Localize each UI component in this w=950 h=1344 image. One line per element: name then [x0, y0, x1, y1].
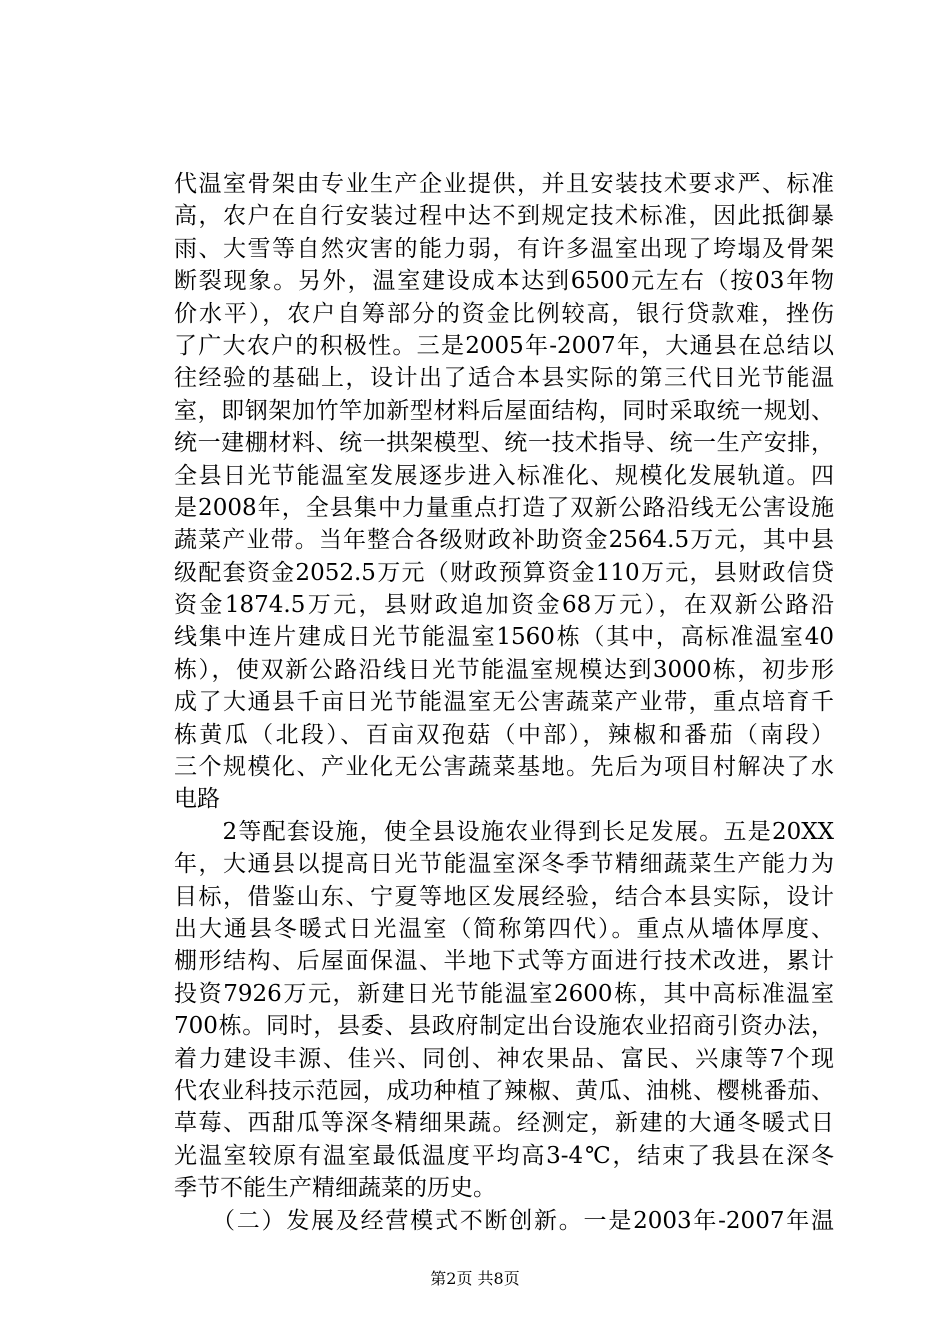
text-line: 季节不能生产精细蔬菜的历史。: [174, 1175, 496, 1202]
text-line: 700栋。同时，县委、县政府制定出台设施农业招商引资办法，: [174, 1013, 834, 1040]
text-line: 光温室较原有温室最低温度平均高3-4℃，结束了我县在深冬: [174, 1142, 834, 1169]
text-line: （二）发展及经营模式不断创新。一是2003年-2007年温: [174, 1207, 834, 1234]
text-line: 成了大通县千亩日光节能温室无公害蔬菜产业带，重点培育千: [174, 689, 834, 716]
text-line: 线集中连片建成日光节能温室1560栋（其中，高标准温室40: [174, 624, 834, 651]
text-line: 了广大农户的积极性。三是2005年-2007年，大通县在总结以: [174, 332, 834, 359]
text-line: 统一建棚材料、统一拱架模型、统一技术指导、统一生产安排，: [174, 430, 834, 457]
text-line: 出大通县冬暖式日光温室（简称第四代）。重点从墙体厚度、: [174, 915, 834, 942]
text-line: 资金1874.5万元，县财政追加资金68万元），在双新公路沿: [174, 592, 834, 619]
page-footer: 第2页 共8页: [430, 1269, 520, 1288]
text-line: 是2008年，全县集中力量重点打造了双新公路沿线无公害设施: [174, 494, 834, 521]
text-line: 目标，借鉴山东、宁夏等地区发展经验，结合本县实际，设计: [174, 883, 834, 910]
text-line: 蔬菜产业带。当年整合各级财政补助资金2564.5万元，其中县: [174, 527, 834, 554]
text-line: 代农业科技示范园，成功种植了辣椒、黄瓜、油桃、樱桃番茄、: [174, 1077, 834, 1104]
text-line: 断裂现象。另外，温室建设成本达到6500元左右（按03年物: [174, 268, 834, 295]
text-line: 棚形结构、后屋面保温、半地下式等方面进行技术改进，累计: [174, 948, 834, 975]
text-line: 室，即钢架加竹竿加新型材料后屋面结构，同时采取统一规划、: [174, 397, 834, 424]
text-line: 代温室骨架由专业生产企业提供，并且安装技术要求严、标准: [174, 171, 834, 197]
text-line: 栋），使双新公路沿线日光节能温室规模达到3000栋，初步形: [174, 656, 834, 683]
text-line: 级配套资金2052.5万元（财政预算资金110万元，县财政信贷: [174, 559, 834, 586]
text-line: 往经验的基础上，设计出了适合本县实际的第三代日光节能温: [174, 365, 834, 392]
text-line: 雨、大雪等自然灾害的能力弱，有许多温室出现了垮塌及骨架: [174, 235, 834, 262]
text-line: 价水平），农户自筹部分的资金比例较高，银行贷款难，挫伤: [174, 300, 834, 327]
text-line: 高，农户在自行安装过程中达不到规定技术标准，因此抵御暴: [174, 203, 834, 230]
text-line: 电路: [174, 786, 220, 813]
text-line: 栋黄瓜（北段）、百亩双孢菇（中部），辣椒和番茄（南段）: [174, 721, 834, 748]
body-text: [174, 168, 834, 1237]
text-line: 三个规模化、产业化无公害蔬菜基地。先后为项目村解决了水: [174, 754, 834, 781]
text-line: 2等配套设施，使全县设施农业得到长足发展。五是20XX: [174, 818, 834, 845]
text-line: 投资7926万元，新建日光节能温室2600栋，其中高标准温室: [174, 980, 834, 1007]
text-line: 草莓、西甜瓜等深冬精细果蔬。经测定，新建的大通冬暖式日: [174, 1110, 834, 1137]
text-line: 全县日光节能温室发展逐步进入标准化、规模化发展轨道。四: [174, 462, 834, 489]
text-line: 着力建设丰源、佳兴、同创、神农果品、富民、兴康等7个现: [174, 1045, 834, 1072]
text-line: 年，大通县以提高日光节能温室深冬季节精细蔬菜生产能力为: [174, 851, 834, 878]
